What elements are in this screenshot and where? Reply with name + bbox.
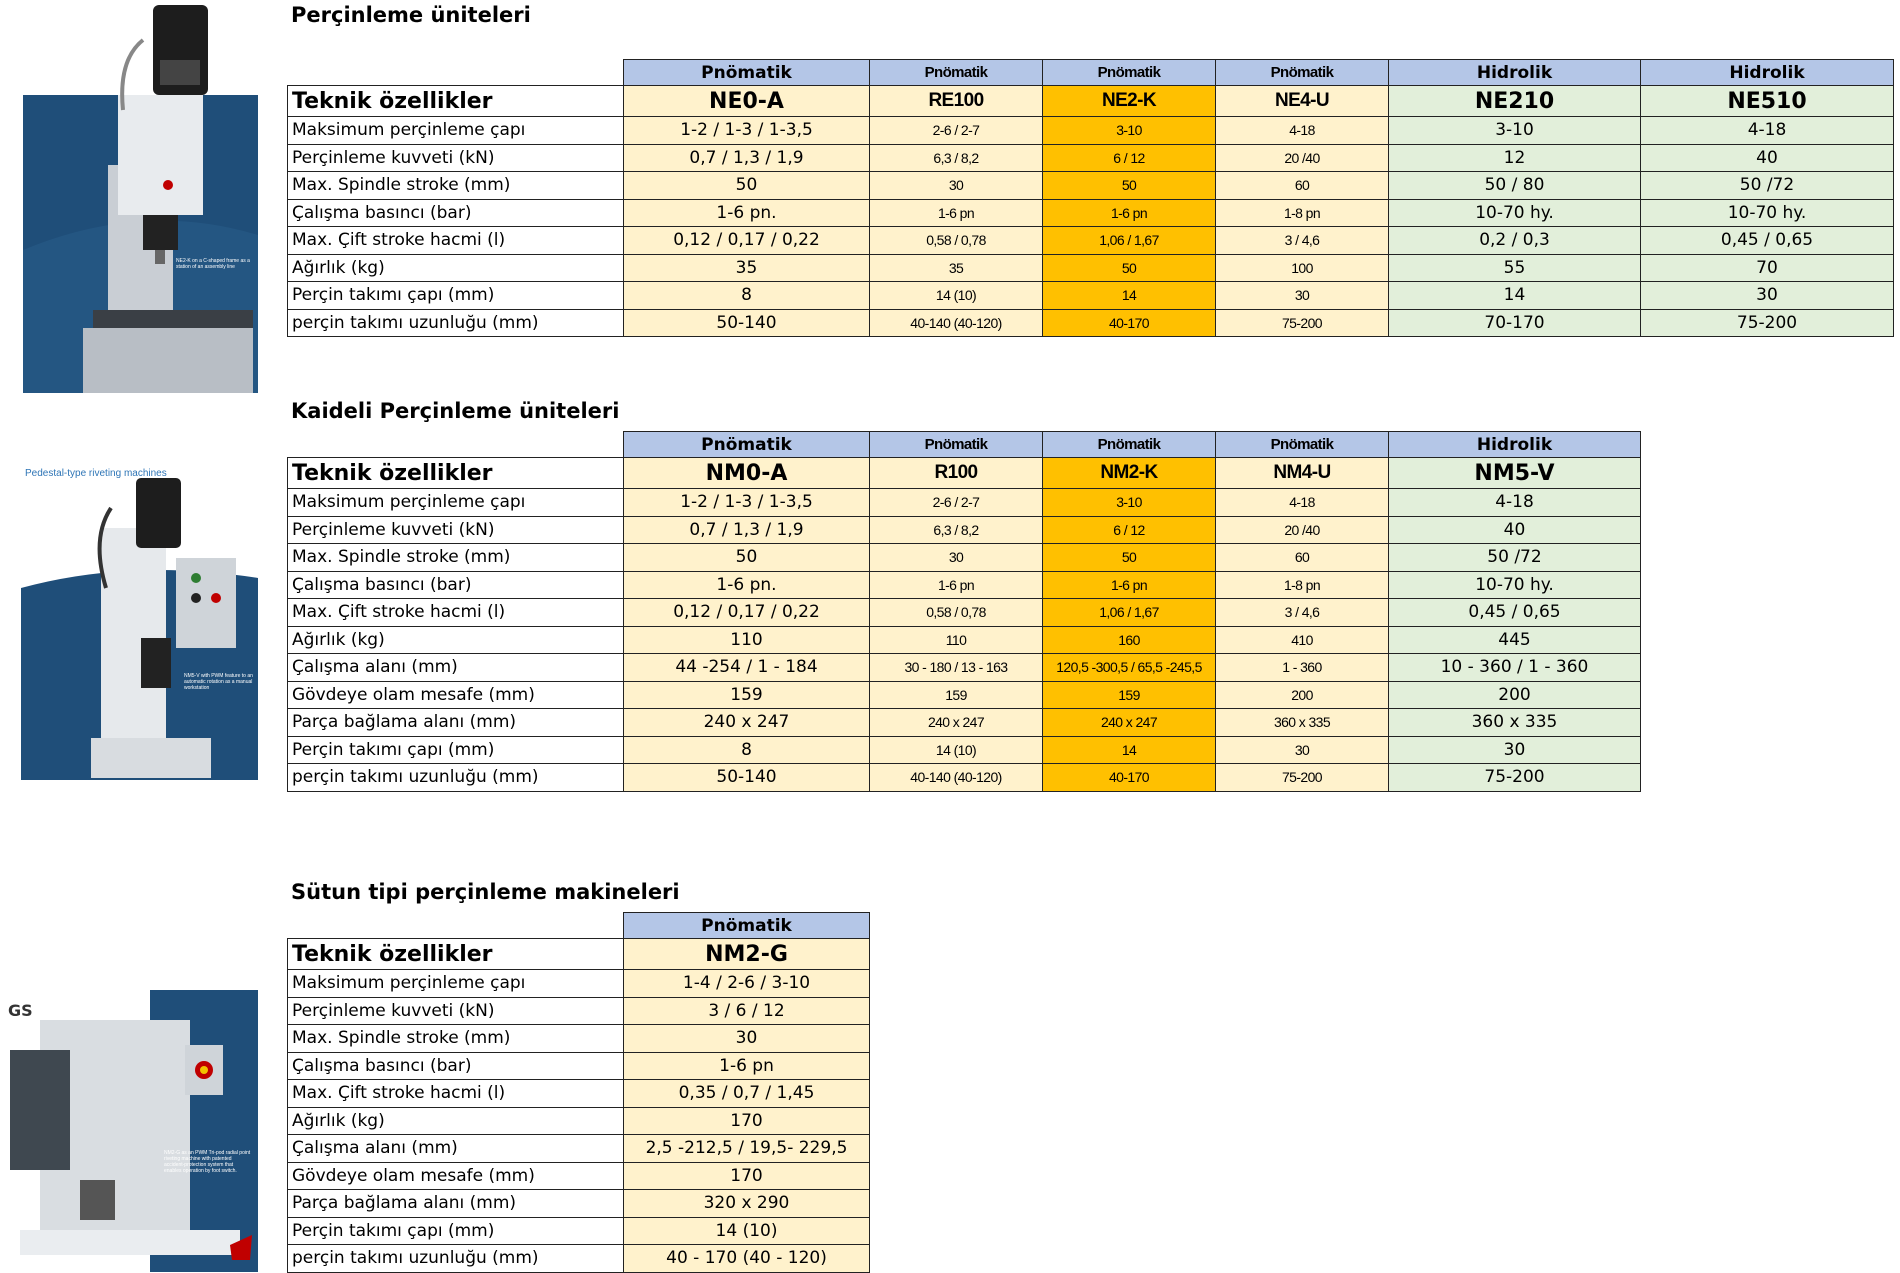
spec-value: 1-6 pn. — [624, 571, 870, 599]
type-header-cell: Pnömatik — [1216, 432, 1389, 458]
spec-row — [288, 571, 1641, 599]
spec-value: 40 — [1641, 144, 1894, 172]
spec-value: 0,58 / 0,78 — [870, 227, 1043, 255]
spec-value: 0,45 / 0,65 — [1641, 227, 1894, 255]
spec-label: Max. Çift stroke hacmi (l) — [288, 599, 624, 627]
spec-value: 14 — [1043, 282, 1216, 310]
spec-value: 20 /40 — [1216, 144, 1389, 172]
model-name-cell: NE510 — [1641, 86, 1894, 117]
spec-value: 50 — [1043, 172, 1216, 200]
spec-row — [288, 117, 1894, 145]
spec-value: 30 — [1216, 282, 1389, 310]
type-header-cell: Hidrolik — [1389, 432, 1641, 458]
spec-value: 70-170 — [1389, 309, 1641, 337]
spec-value: 14 — [1043, 736, 1216, 764]
spec-value: 10-70 hy. — [1389, 199, 1641, 227]
spec-value: 8 — [624, 736, 870, 764]
spec-value: 170 — [624, 1107, 870, 1135]
spec-value: 4-18 — [1216, 117, 1389, 145]
spec-row — [288, 709, 1641, 737]
spec-value: 40 - 170 (40 - 120) — [624, 1245, 870, 1273]
header-label: Teknik özellikler — [288, 86, 624, 117]
spec-value: 159 — [1043, 681, 1216, 709]
spec-value: 6 / 12 — [1043, 516, 1216, 544]
spec-label: perçin takımı uzunluğu (mm) — [288, 1245, 624, 1273]
spec-value: 75-200 — [1216, 764, 1389, 792]
spec-label: Max. Spindle stroke (mm) — [288, 172, 624, 200]
spec-value: 4-18 — [1216, 489, 1389, 517]
spec-value: 1,06 / 1,67 — [1043, 227, 1216, 255]
type-header-cell: Hidrolik — [1641, 60, 1894, 86]
spec-value: 10 - 360 / 1 - 360 — [1389, 654, 1641, 682]
spec-label: Perçin takımı çapı (mm) — [288, 736, 624, 764]
spec-label: perçin takımı uzunluğu (mm) — [288, 764, 624, 792]
spec-row — [288, 626, 1641, 654]
spec-label: Maksimum perçinleme çapı — [288, 489, 624, 517]
spec-table-percinleme-uniteleri — [287, 59, 1894, 337]
spec-value: 0,58 / 0,78 — [870, 599, 1043, 627]
spec-value: 4-18 — [1389, 489, 1641, 517]
spec-value: 240 x 247 — [1043, 709, 1216, 737]
spec-value: 40-140 (40-120) — [870, 309, 1043, 337]
spec-row — [288, 144, 1894, 172]
type-header-cell: Pnömatik — [870, 432, 1043, 458]
type-header-cell: Pnömatik — [624, 60, 870, 86]
spec-value: 110 — [624, 626, 870, 654]
spec-value: 0,7 / 1,3 / 1,9 — [624, 144, 870, 172]
type-header-cell: Pnömatik — [624, 913, 870, 939]
spec-row — [288, 1052, 870, 1080]
spec-value: 30 — [870, 544, 1043, 572]
spec-value: 50 / 80 — [1389, 172, 1641, 200]
photo3-caption: NM2-G as an PWM Tri-pod radial point riveting machine with patented accident-protection system that enables operation by foot switch. — [164, 1150, 251, 1174]
spec-label: Parça bağlama alanı (mm) — [288, 709, 624, 737]
spec-row — [288, 516, 1641, 544]
type-header-spacer — [288, 60, 624, 86]
type-header-cell: Pnömatik — [1043, 432, 1216, 458]
spec-value: 6,3 / 8,2 — [870, 144, 1043, 172]
spec-value: 360 x 335 — [1389, 709, 1641, 737]
spec-label: Max. Spindle stroke (mm) — [288, 544, 624, 572]
spec-value: 2,5 -212,5 / 19,5- 229,5 — [624, 1135, 870, 1163]
spec-label: Maksimum perçinleme çapı — [288, 117, 624, 145]
model-name-cell: NM5-V — [1389, 458, 1641, 489]
spec-value: 0,12 / 0,17 / 0,22 — [624, 227, 870, 255]
product-photo-nm2g — [0, 990, 258, 1272]
spec-value: 0,45 / 0,65 — [1389, 599, 1641, 627]
spec-value: 1-8 pn — [1216, 571, 1389, 599]
spec-row — [288, 736, 1641, 764]
spec-value: 14 (10) — [870, 736, 1043, 764]
type-header-cell: Pnömatik — [624, 432, 870, 458]
type-header-spacer — [288, 913, 624, 939]
model-name-cell: NM0-A — [624, 458, 870, 489]
photo2-caption: NM5-V with PWM feature to an automatic rotation as a manual workstation — [184, 673, 253, 691]
spec-label: Çalışma basıncı (bar) — [288, 571, 624, 599]
spec-row — [288, 1245, 870, 1273]
spec-value: 55 — [1389, 254, 1641, 282]
spec-row — [288, 254, 1894, 282]
spec-row — [288, 544, 1641, 572]
spec-value: 1-6 pn. — [624, 199, 870, 227]
spec-value: 40-170 — [1043, 764, 1216, 792]
spec-value: 120,5 -300,5 / 65,5 -245,5 — [1043, 654, 1216, 682]
spec-value: 200 — [1389, 681, 1641, 709]
spec-value: 1-6 pn — [1043, 199, 1216, 227]
spec-value: 50 /72 — [1641, 172, 1894, 200]
spec-value: 14 (10) — [870, 282, 1043, 310]
spec-value: 70 — [1641, 254, 1894, 282]
spec-label: Ağırlık (kg) — [288, 1107, 624, 1135]
spec-value: 30 — [1216, 736, 1389, 764]
spec-value: 0,12 / 0,17 / 0,22 — [624, 599, 870, 627]
spec-value: 50 — [624, 172, 870, 200]
spec-row — [288, 1025, 870, 1053]
spec-value: 410 — [1216, 626, 1389, 654]
spec-value: 60 — [1216, 172, 1389, 200]
spec-value: 1-6 pn — [624, 1052, 870, 1080]
spec-row — [288, 489, 1641, 517]
spec-label: Çalışma alanı (mm) — [288, 1135, 624, 1163]
spec-value: 1-8 pn — [1216, 199, 1389, 227]
spec-label: Çalışma basıncı (bar) — [288, 1052, 624, 1080]
section-title-kaideli: Kaideli Perçinleme üniteleri — [291, 399, 620, 423]
spec-value: 4-18 — [1641, 117, 1894, 145]
spec-value: 75-200 — [1641, 309, 1894, 337]
spec-row — [288, 199, 1894, 227]
type-header-spacer — [288, 432, 624, 458]
spec-row — [288, 172, 1894, 200]
spec-value: 35 — [870, 254, 1043, 282]
spec-value: 3 / 4,6 — [1216, 227, 1389, 255]
spec-label: perçin takımı uzunluğu (mm) — [288, 309, 624, 337]
spec-value: 44 -254 / 1 - 184 — [624, 654, 870, 682]
spec-value: 445 — [1389, 626, 1641, 654]
model-header-row — [288, 458, 1641, 489]
type-header-cell: Pnömatik — [870, 60, 1043, 86]
spec-label: Gövdeye olam mesafe (mm) — [288, 681, 624, 709]
type-header-cell: Pnömatik — [1216, 60, 1389, 86]
spec-label: Perçinleme kuvveti (kN) — [288, 997, 624, 1025]
model-name-cell: R100 — [870, 458, 1043, 489]
spec-value: 50 — [1043, 254, 1216, 282]
spec-label: Ağırlık (kg) — [288, 254, 624, 282]
spec-value: 1-2 / 1-3 / 1-3,5 — [624, 117, 870, 145]
spec-label: Çalışma alanı (mm) — [288, 654, 624, 682]
spec-value: 10-70 hy. — [1389, 571, 1641, 599]
model-name-cell: RE100 — [870, 86, 1043, 117]
product-photo-nm5v — [21, 468, 258, 780]
spec-label: Perçinleme kuvveti (kN) — [288, 144, 624, 172]
spec-value: 2-6 / 2-7 — [870, 117, 1043, 145]
photo1-caption: NE2-K on a C-shaped frame as a station of an assembly line — [176, 258, 250, 270]
spec-value: 75-200 — [1216, 309, 1389, 337]
spec-value: 6,3 / 8,2 — [870, 516, 1043, 544]
spec-label: Maksimum perçinleme çapı — [288, 970, 624, 998]
spec-label: Perçin takımı çapı (mm) — [288, 282, 624, 310]
type-header-row — [288, 60, 1894, 86]
spec-label: Max. Çift stroke hacmi (l) — [288, 227, 624, 255]
section-title-perçinleme: Perçinleme üniteleri — [291, 3, 531, 27]
model-name-cell: NM2-K — [1043, 458, 1216, 489]
spec-row — [288, 227, 1894, 255]
spec-value: 1-2 / 1-3 / 1-3,5 — [624, 489, 870, 517]
spec-value: 20 /40 — [1216, 516, 1389, 544]
spec-label: Ağırlık (kg) — [288, 626, 624, 654]
spec-value: 1-6 pn — [870, 571, 1043, 599]
spec-value: 100 — [1216, 254, 1389, 282]
product-photo-ne2k — [23, 0, 258, 393]
spec-row — [288, 599, 1641, 627]
spec-row — [288, 282, 1894, 310]
spec-value: 2-6 / 2-7 — [870, 489, 1043, 517]
spec-value: 240 x 247 — [624, 709, 870, 737]
spec-row — [288, 654, 1641, 682]
model-header-row — [288, 86, 1894, 117]
spec-value: 1,06 / 1,67 — [1043, 599, 1216, 627]
spec-value: 0,35 / 0,7 / 1,45 — [624, 1080, 870, 1108]
header-label: Teknik özellikler — [288, 939, 624, 970]
spec-row — [288, 1217, 870, 1245]
spec-label: Perçin takımı çapı (mm) — [288, 1217, 624, 1245]
spec-value: 1-6 pn — [1043, 571, 1216, 599]
type-header-cell: Pnömatik — [1043, 60, 1216, 86]
spec-label: Parça bağlama alanı (mm) — [288, 1190, 624, 1218]
svg-text:GS: GS — [8, 1001, 33, 1020]
spec-row — [288, 1107, 870, 1135]
spec-value: 200 — [1216, 681, 1389, 709]
spec-value: 50-140 — [624, 764, 870, 792]
type-header-row — [288, 432, 1641, 458]
header-label: Teknik özellikler — [288, 458, 624, 489]
spec-value: 60 — [1216, 544, 1389, 572]
spec-table-sutun-tipi — [287, 912, 870, 1273]
spec-value: 170 — [624, 1162, 870, 1190]
spec-label: Max. Çift stroke hacmi (l) — [288, 1080, 624, 1108]
photo2-heading: Pedestal-type riveting machines — [25, 468, 167, 479]
spec-value: 50 /72 — [1389, 544, 1641, 572]
spec-value: 3-10 — [1389, 117, 1641, 145]
spec-value: 30 — [1389, 736, 1641, 764]
spec-row — [288, 970, 870, 998]
spec-row — [288, 1080, 870, 1108]
model-header-row — [288, 939, 870, 970]
spec-value: 159 — [624, 681, 870, 709]
model-name-cell: NE4-U — [1216, 86, 1389, 117]
spec-value: 360 x 335 — [1216, 709, 1389, 737]
type-header-cell: Hidrolik — [1389, 60, 1641, 86]
spec-value: 3 / 6 / 12 — [624, 997, 870, 1025]
section-title-sutun: Sütun tipi perçinleme makineleri — [291, 880, 680, 904]
spec-table-kaideli-percinleme — [287, 431, 1641, 792]
spec-value: 75-200 — [1389, 764, 1641, 792]
spec-row — [288, 681, 1641, 709]
spec-value: 1-4 / 2-6 / 3-10 — [624, 970, 870, 998]
spec-value: 3-10 — [1043, 117, 1216, 145]
model-name-cell: NM2-G — [624, 939, 870, 970]
spec-value: 110 — [870, 626, 1043, 654]
spec-row — [288, 1162, 870, 1190]
spec-value: 30 — [1641, 282, 1894, 310]
spec-row — [288, 764, 1641, 792]
spec-value: 30 — [624, 1025, 870, 1053]
spec-value: 3 / 4,6 — [1216, 599, 1389, 627]
spec-value: 240 x 247 — [870, 709, 1043, 737]
model-name-cell: NM4-U — [1216, 458, 1389, 489]
spec-value: 10-70 hy. — [1641, 199, 1894, 227]
spec-value: 40 — [1389, 516, 1641, 544]
spec-label: Çalışma basıncı (bar) — [288, 199, 624, 227]
spec-row — [288, 1135, 870, 1163]
spec-label: Gövdeye olam mesafe (mm) — [288, 1162, 624, 1190]
spec-value: 14 — [1389, 282, 1641, 310]
spec-label: Perçinleme kuvveti (kN) — [288, 516, 624, 544]
spec-value: 8 — [624, 282, 870, 310]
spec-value: 35 — [624, 254, 870, 282]
spec-value: 1-6 pn — [870, 199, 1043, 227]
type-header-row — [288, 913, 870, 939]
spec-label: Max. Spindle stroke (mm) — [288, 1025, 624, 1053]
spec-row — [288, 309, 1894, 337]
model-name-cell: NE2-K — [1043, 86, 1216, 117]
spec-value: 40-170 — [1043, 309, 1216, 337]
spec-value: 50 — [1043, 544, 1216, 572]
spec-value: 0,2 / 0,3 — [1389, 227, 1641, 255]
model-name-cell: NE210 — [1389, 86, 1641, 117]
spec-value: 0,7 / 1,3 / 1,9 — [624, 516, 870, 544]
spec-value: 30 - 180 / 13 - 163 — [870, 654, 1043, 682]
spec-value: 14 (10) — [624, 1217, 870, 1245]
spec-value: 30 — [870, 172, 1043, 200]
spec-row — [288, 1190, 870, 1218]
spec-value: 160 — [1043, 626, 1216, 654]
spec-value: 159 — [870, 681, 1043, 709]
spec-value: 320 x 290 — [624, 1190, 870, 1218]
spec-value: 50-140 — [624, 309, 870, 337]
spec-value: 1 - 360 — [1216, 654, 1389, 682]
spec-value: 6 / 12 — [1043, 144, 1216, 172]
spec-row — [288, 997, 870, 1025]
spec-value: 3-10 — [1043, 489, 1216, 517]
spec-value: 50 — [624, 544, 870, 572]
spec-value: 12 — [1389, 144, 1641, 172]
spec-value: 40-140 (40-120) — [870, 764, 1043, 792]
model-name-cell: NE0-A — [624, 86, 870, 117]
